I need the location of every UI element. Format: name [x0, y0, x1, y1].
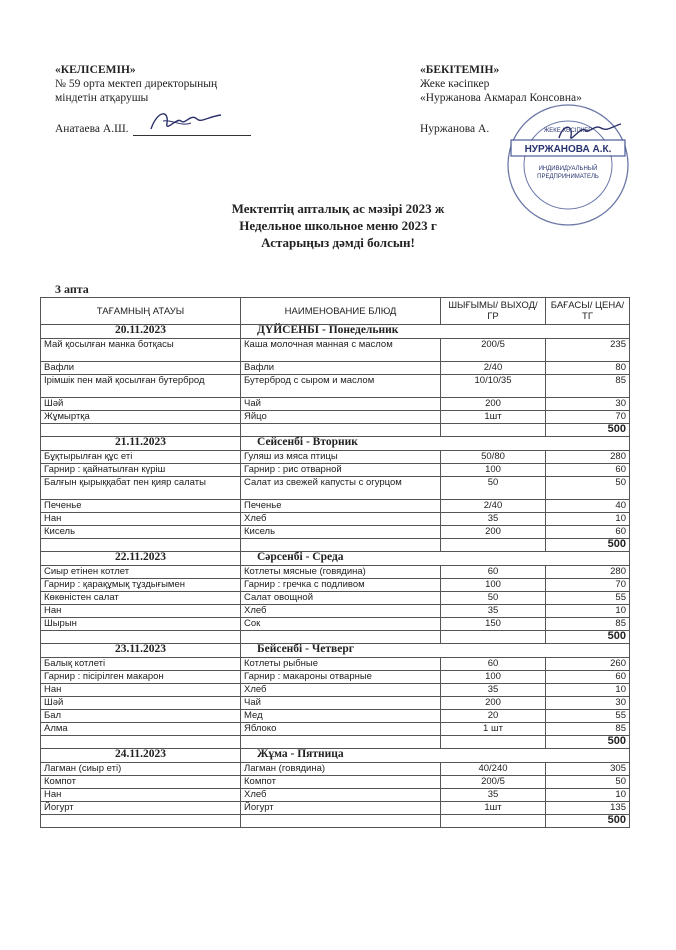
dish-kz: Май қосылған манка ботқасы [41, 339, 241, 362]
day-header-row [41, 437, 630, 451]
dish-output: 60 [441, 658, 546, 671]
dish-kz: Шәй [41, 697, 241, 710]
dish-ru: Печенье [241, 500, 441, 513]
dish-price: 55 [546, 710, 630, 723]
dish-kz: Гарнир : пісірілген макарон [41, 671, 241, 684]
dish-price: 85 [546, 618, 630, 631]
dish-kz: Шәй [41, 398, 241, 411]
approval-left [55, 63, 251, 136]
day-total: 500 [546, 815, 630, 828]
day-total: 500 [546, 631, 630, 644]
empty-cell [41, 815, 241, 828]
approval-right-line1: Жеке кәсіпкер [420, 78, 490, 90]
day-total-row [41, 736, 630, 749]
dish-ru: Гарнир : гречка с подливом [241, 579, 441, 592]
dish-output: 200/5 [441, 776, 546, 789]
dish-kz: Гарнир : қайнатылған күріш [41, 464, 241, 477]
dish-price: 305 [546, 763, 630, 776]
dish-price: 280 [546, 451, 630, 464]
dish-price: 60 [546, 526, 630, 539]
dish-kz: Балық котлеті [41, 658, 241, 671]
empty-cell [41, 539, 241, 552]
dish-output: 60 [441, 566, 546, 579]
dish-output: 40/240 [441, 763, 546, 776]
dish-ru: Котлеты рыбные [241, 658, 441, 671]
day-total-row [41, 539, 630, 552]
empty-cell [441, 424, 546, 437]
dish-output: 1 шт [441, 723, 546, 736]
dish-price: 80 [546, 362, 630, 375]
dish-ru: Чай [241, 697, 441, 710]
dish-ru: Салат овощной [241, 592, 441, 605]
table-row [41, 513, 630, 526]
table-row [41, 500, 630, 513]
dish-ru: Кисель [241, 526, 441, 539]
table-row [41, 592, 630, 605]
dish-kz: Бұқтырылған құс еті [41, 451, 241, 464]
empty-cell [241, 539, 441, 552]
table-row [41, 464, 630, 477]
title-line1: Мектептің апталық ас мәзірі 2023 ж [231, 201, 445, 216]
stamp-sub3: ЖЕКЕ КӘСІПКЕР [543, 128, 593, 134]
dish-price: 50 [546, 776, 630, 789]
empty-cell [41, 424, 241, 437]
dish-ru: Лагман (говядина) [241, 763, 441, 776]
dish-output: 200 [441, 697, 546, 710]
page-title [0, 200, 676, 251]
dish-price: 85 [546, 375, 630, 398]
dish-price: 85 [546, 723, 630, 736]
dish-kz: Жұмыртқа [41, 411, 241, 424]
dish-ru: Салат из свежей капусты с огурцом [241, 477, 441, 500]
empty-cell [241, 631, 441, 644]
dish-output: 2/40 [441, 500, 546, 513]
menu-table [40, 297, 630, 828]
day-total: 500 [546, 539, 630, 552]
table-row [41, 802, 630, 815]
dish-price: 70 [546, 579, 630, 592]
day-date: 21.11.2023 [41, 437, 241, 451]
table-row [41, 789, 630, 802]
day-total-row [41, 631, 630, 644]
dish-kz: Нан [41, 513, 241, 526]
week-label: 3 апта [55, 282, 89, 296]
dish-price: 30 [546, 697, 630, 710]
dish-output: 10/10/35 [441, 375, 546, 398]
approval-left-name: Анатаева А.Ш. [55, 123, 129, 135]
col-header-price: БАҒАСЫ/ ЦЕНА/ТГ [546, 298, 630, 325]
table-row [41, 763, 630, 776]
table-row [41, 710, 630, 723]
day-total: 500 [546, 424, 630, 437]
dish-price: 60 [546, 671, 630, 684]
dish-output: 35 [441, 789, 546, 802]
dish-ru: Яйцо [241, 411, 441, 424]
signature-right-icon [555, 118, 625, 148]
dish-output: 35 [441, 684, 546, 697]
dish-ru: Хлеб [241, 605, 441, 618]
empty-cell [241, 424, 441, 437]
table-row [41, 776, 630, 789]
empty-cell [441, 815, 546, 828]
dish-kz: Йогурт [41, 802, 241, 815]
dish-price: 55 [546, 592, 630, 605]
dish-output: 100 [441, 464, 546, 477]
dish-price: 10 [546, 684, 630, 697]
dish-kz: Вафли [41, 362, 241, 375]
table-row [41, 477, 630, 500]
approval-right-title: «БЕКІТЕМІН» [420, 64, 500, 76]
table-row [41, 398, 630, 411]
day-name: ДҮЙСЕНБІ - Понедельник [241, 325, 630, 339]
dish-output: 20 [441, 710, 546, 723]
table-row [41, 526, 630, 539]
approval-left-line1: № 59 орта мектеп директорының [55, 78, 218, 90]
approval-left-line2: міндетін атқарушы [55, 92, 149, 104]
dish-ru: Вафли [241, 362, 441, 375]
dish-output: 2/40 [441, 362, 546, 375]
dish-kz: Шырын [41, 618, 241, 631]
day-header-row [41, 644, 630, 658]
day-date: 23.11.2023 [41, 644, 241, 658]
table-row [41, 605, 630, 618]
dish-kz: Гарнир : қарақұмық тұздығымен [41, 579, 241, 592]
approval-right-name: Нуржанова А. [420, 123, 490, 135]
empty-cell [441, 539, 546, 552]
table-row [41, 411, 630, 424]
dish-ru: Хлеб [241, 513, 441, 526]
day-name: Жұма - Пятница [241, 749, 630, 763]
dish-output: 200 [441, 526, 546, 539]
empty-cell [241, 815, 441, 828]
empty-cell [241, 736, 441, 749]
dish-price: 40 [546, 500, 630, 513]
day-header-row [41, 552, 630, 566]
dish-kz: Ірімшік пен май қосылған бутерброд [41, 375, 241, 398]
dish-kz: Балғын қырыққабат пен қияр салаты [41, 477, 241, 500]
empty-cell [441, 736, 546, 749]
dish-output: 50 [441, 477, 546, 500]
dish-price: 60 [546, 464, 630, 477]
empty-cell [41, 736, 241, 749]
dish-output: 100 [441, 671, 546, 684]
col-header-output: ШЫҒЫМЫ/ ВЫХОД/ГР [441, 298, 546, 325]
day-name: Бейсенбі - Четверг [241, 644, 630, 658]
menu-body [41, 325, 630, 828]
dish-ru: Хлеб [241, 789, 441, 802]
col-header-ru: НАИМЕНОВАНИЕ БЛЮД [241, 298, 441, 325]
day-total-row [41, 815, 630, 828]
dish-ru: Мед [241, 710, 441, 723]
dish-kz: Нан [41, 789, 241, 802]
dish-price: 10 [546, 605, 630, 618]
dish-ru: Гарнир : рис отварной [241, 464, 441, 477]
table-row [41, 579, 630, 592]
approval-left-title: «КЕЛІСЕМІН» [55, 64, 136, 76]
dish-ru: Компот [241, 776, 441, 789]
table-row [41, 362, 630, 375]
dish-kz: Кисель [41, 526, 241, 539]
table-row [41, 566, 630, 579]
day-name: Сейсенбі - Вторник [241, 437, 630, 451]
dish-output: 100 [441, 579, 546, 592]
dish-kz: Көкөністен салат [41, 592, 241, 605]
dish-output: 1шт [441, 411, 546, 424]
dish-output: 35 [441, 605, 546, 618]
stamp-sub1: ИНДИВИДУАЛЬНЫЙ [538, 166, 598, 172]
dish-kz: Нан [41, 684, 241, 697]
stamp-text: НУРЖАНОВА А.К. [524, 144, 612, 155]
day-name: Сәрсенбі - Среда [241, 552, 630, 566]
dish-price: 30 [546, 398, 630, 411]
dish-output: 35 [441, 513, 546, 526]
dish-output: 1шт [441, 802, 546, 815]
day-total: 500 [546, 736, 630, 749]
approval-right-line2: «Нуржанова Акмарал Консовна» [420, 92, 582, 104]
dish-kz: Бал [41, 710, 241, 723]
dish-kz: Печенье [41, 500, 241, 513]
dish-price: 260 [546, 658, 630, 671]
dish-price: 235 [546, 339, 630, 362]
table-row [41, 684, 630, 697]
empty-cell [41, 631, 241, 644]
dish-price: 10 [546, 789, 630, 802]
dish-kz: Компот [41, 776, 241, 789]
col-header-kz: ТАҒАМНЫҢ АТАУЫ [41, 298, 241, 325]
dish-ru: Котлеты мясные (говядина) [241, 566, 441, 579]
dish-ru: Гуляш из мяса птицы [241, 451, 441, 464]
signature-icon [147, 107, 227, 137]
table-row [41, 697, 630, 710]
table-row [41, 618, 630, 631]
table-row [41, 671, 630, 684]
dish-price: 70 [546, 411, 630, 424]
dish-ru: Каша молочная манная с маслом [241, 339, 441, 362]
dish-price: 135 [546, 802, 630, 815]
dish-output: 200/5 [441, 339, 546, 362]
dish-output: 50/80 [441, 451, 546, 464]
day-date: 20.11.2023 [41, 325, 241, 339]
table-row [41, 723, 630, 736]
dish-kz: Нан [41, 605, 241, 618]
dish-ru: Бутерброд с сыром и маслом [241, 375, 441, 398]
empty-cell [441, 631, 546, 644]
dish-ru: Гарнир : макароны отварные [241, 671, 441, 684]
day-date: 24.11.2023 [41, 749, 241, 763]
dish-price: 50 [546, 477, 630, 500]
dish-ru: Хлеб [241, 684, 441, 697]
dish-kz: Сиыр етінен котлет [41, 566, 241, 579]
day-header-row [41, 325, 630, 339]
title-line2: Недельное школьное меню 2023 г [239, 218, 437, 233]
dish-output: 150 [441, 618, 546, 631]
dish-kz: Алма [41, 723, 241, 736]
approval-left-signature-row [55, 122, 251, 136]
table-row [41, 451, 630, 464]
dish-ru: Йогурт [241, 802, 441, 815]
day-header-row [41, 749, 630, 763]
table-row [41, 339, 630, 362]
dish-ru: Яблоко [241, 723, 441, 736]
title-line3: Астарыңыз дәмді болсын! [261, 235, 415, 250]
dish-output: 50 [441, 592, 546, 605]
dish-output: 200 [441, 398, 546, 411]
dish-ru: Сок [241, 618, 441, 631]
dish-price: 10 [546, 513, 630, 526]
table-row [41, 375, 630, 398]
table-row [41, 658, 630, 671]
day-date: 22.11.2023 [41, 552, 241, 566]
dish-kz: Лагман (сиыр еті) [41, 763, 241, 776]
dish-price: 280 [546, 566, 630, 579]
day-total-row [41, 424, 630, 437]
table-header-row [41, 298, 630, 325]
stamp-sub2: ПРЕДПРИНИМАТЕЛЬ [537, 174, 599, 180]
signature-line [133, 123, 251, 136]
dish-ru: Чай [241, 398, 441, 411]
